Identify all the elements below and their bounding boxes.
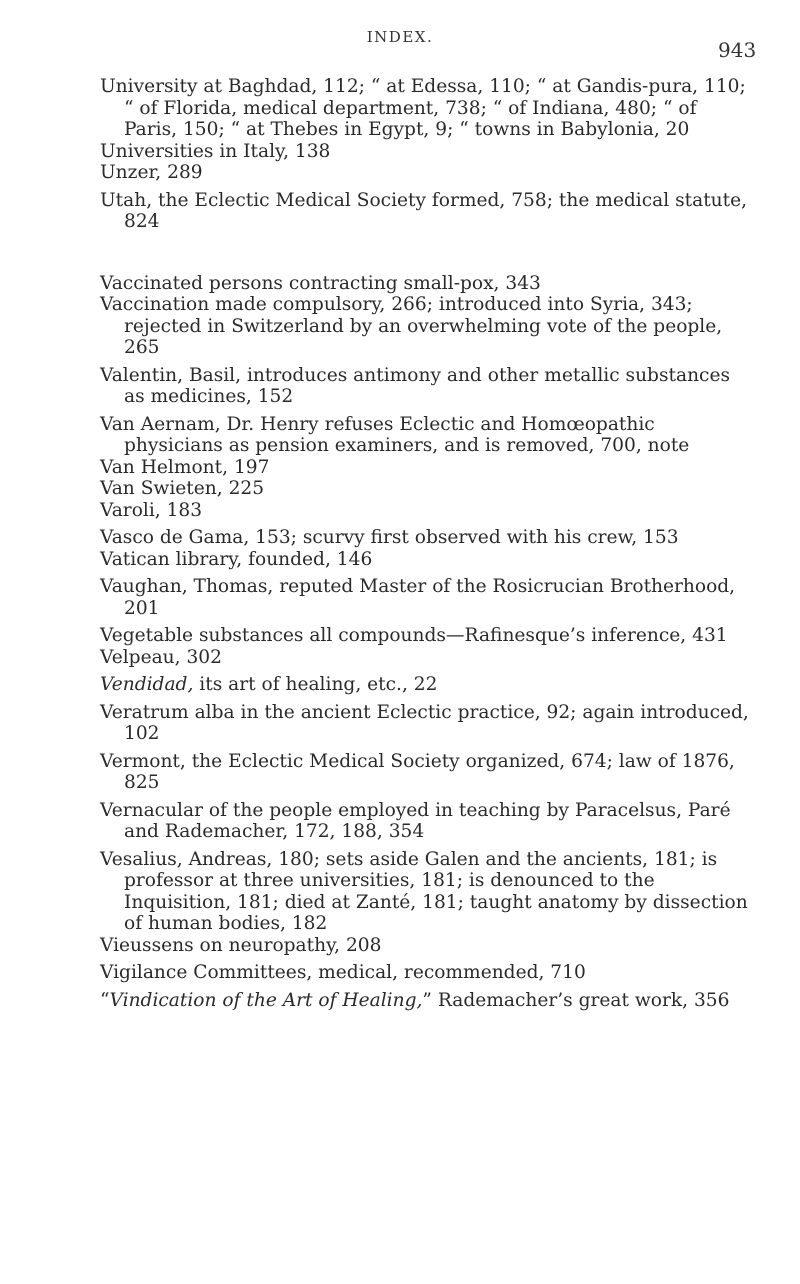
entry-open-quote: “	[100, 989, 110, 1011]
index-entry: Vermont, the Eclectic Medical Society organized, 674; law of 1876, 825	[100, 750, 735, 793]
index-entry: Van Helmont, 197	[100, 456, 270, 478]
entry-title: Vendidad,	[100, 674, 194, 695]
entry-text: its art of healing, etc., 22	[193, 674, 438, 695]
index-entry: Veratrum alba in the ancient Eclectic practice, 92; again introduced, 102	[100, 701, 749, 744]
index-entry	[100, 990, 755, 1012]
index-entry: Universities in Italy, 138	[100, 140, 331, 162]
index-entry: Vieussens on neuropathy, 208	[100, 934, 382, 956]
index-entry: Van Swieten, 225	[100, 478, 265, 499]
index-entry: Unzer, 289	[100, 162, 203, 183]
page-number: 943	[718, 38, 757, 62]
index-entry: Velpeau, 302	[100, 646, 222, 668]
index-entry: University at Baghdad, 112; “ at Edessa, 110; “ at Gandis-pura, 110; “ of Florida, medical department, 738; “ of Indiana, 480; “ of Paris, 150; “ at Thebes in Egypt, 9; “ towns in Babylonia, 20	[100, 76, 746, 140]
index-entry: Valentin, Basil, introduces antimony and other metallic substances as medicines, 152	[100, 364, 730, 407]
index-entry: Vernacular of the people employed in teaching by Paracelsus, Paré and Rademacher, 172, 188, 354	[100, 799, 731, 842]
entry-text: ” Rademacher’s great work, 356	[422, 989, 730, 1011]
index-entry: Varoli, 183	[100, 499, 203, 521]
index-entries	[100, 76, 755, 1011]
index-entry: Vaccinated persons contracting small-pox, 343	[100, 272, 541, 294]
index-entry: Vegetable substances all compounds—Rafinesque’s inference, 431	[100, 625, 728, 646]
index-entry: Vesalius, Andreas, 180; sets aside Galen and the ancients, 181; is professor at three universities, 181; is denounced to the Inquisition, 181; died at Zanté, 181; taught anatomy by dissection of human bodies, 182	[100, 848, 748, 934]
index-entry: Utah, the Eclectic Medical Society formed, 758; the medical statute, 824	[100, 189, 748, 232]
index-entry: Vaccination made compulsory, 266; introduced into Syria, 343; rejected in Switzerland by an overwhelming vote of the people, 265	[100, 294, 723, 358]
entry-title: Vindication of the Art of Healing,	[109, 989, 423, 1011]
running-head: INDEX.	[366, 28, 434, 46]
index-entry: Vasco de Gama, 153; scurvy first observed with his crew, 153	[100, 527, 679, 548]
index-entry: Vigilance Committees, medical, recommended, 710	[100, 962, 586, 983]
index-entry: Vatican library, founded, 146	[100, 548, 373, 570]
index-entry: Van Aernam, Dr. Henry refuses Eclectic and Homœopathic physicians as pension examiners, and is removed, 700, note	[100, 413, 690, 456]
index-entry	[100, 674, 755, 696]
index-entry: Vaughan, Thomas, reputed Master of the Rosicrucian Brotherhood, 201	[100, 576, 736, 619]
